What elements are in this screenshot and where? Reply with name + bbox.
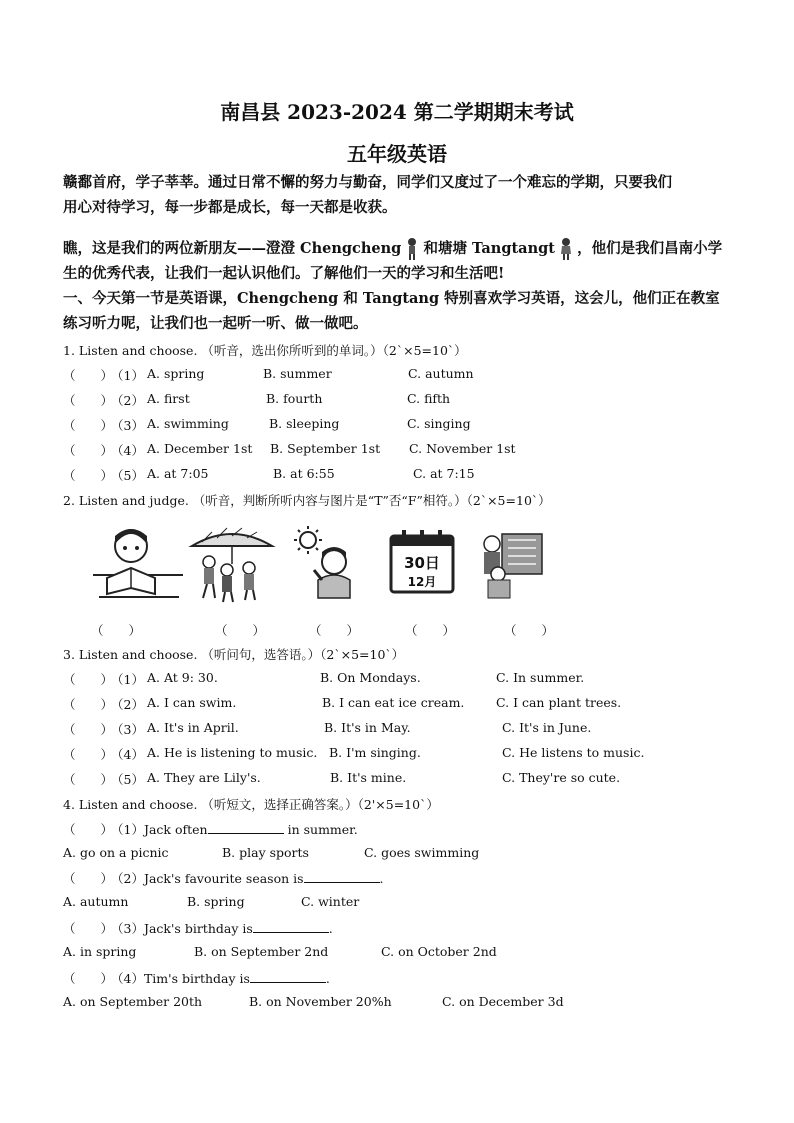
boy-in-sun-illustration — [290, 524, 370, 604]
q3-heading: 3. Listen and choose. （听问句，选答语。）（2`×5=10`） — [63, 647, 405, 662]
q1-5-option-a: A. at 7:05 — [147, 466, 209, 481]
q4-3-question-pre: （3）Jack's birthday is — [111, 921, 253, 936]
q4-1-option-a: A. go on a picnic — [63, 845, 169, 860]
chengcheng-icon — [406, 237, 418, 261]
q4-3-option-b: B. on September 2nd — [194, 944, 329, 959]
q1-3-option-b: B. sleeping — [269, 416, 340, 431]
friends-text-a: 瞧，这是我们的两位新朋友——澄澄 Chengcheng — [63, 240, 402, 257]
answer-paren[interactable]: （ ） — [91, 623, 142, 638]
friends-paragraph — [63, 236, 733, 286]
answer-paren[interactable]: （ ） — [63, 672, 114, 687]
q4-4-option-c: C. on December 3d — [442, 994, 564, 1009]
answer-paren[interactable]: （ ） — [63, 822, 114, 837]
q4-2-option-c: C. winter — [301, 894, 360, 909]
q4-3-option-a: A. in spring — [63, 944, 137, 959]
q4-heading: 4. Listen and choose. （听短文，选择正确答案。）（2'×5=10`） — [63, 797, 439, 812]
q3-2-num: （2） — [111, 697, 144, 712]
q3-2-option-c: C. I can plant trees. — [496, 695, 622, 710]
q3-3-option-a: A. It's in April. — [147, 720, 239, 735]
q4-1-option-b: B. play sports — [222, 845, 309, 860]
q1-4-option-a: A. December 1st — [147, 441, 253, 456]
q3-1-option-b: B. On Mondays. — [320, 670, 421, 685]
q1-1-option-b: B. summer — [263, 366, 332, 381]
answer-paren[interactable]: （ ） — [63, 747, 114, 762]
part-one-line-2: 练习听力呢，让我们也一起听一听、做一做吧。 — [63, 315, 368, 332]
q4-1-question-post: in summer. — [287, 822, 358, 837]
q1-5-num: （5） — [111, 468, 144, 483]
q1-4-num: （4） — [111, 443, 144, 458]
answer-paren[interactable]: （ ） — [405, 623, 456, 638]
answer-paren[interactable]: （ ） — [504, 623, 555, 638]
kids-with-box-illustration — [478, 524, 548, 604]
q4-2-question-pre: （2）Jack's favourite season is — [111, 871, 304, 886]
q4-4-option-a: A. on September 20th — [63, 994, 203, 1009]
q4-4-question — [111, 969, 330, 987]
intro-paragraph — [63, 170, 733, 220]
q3-3-option-b: B. It's in May. — [324, 720, 411, 735]
answer-paren[interactable]: （ ） — [63, 418, 114, 433]
q3-4-option-b: B. I'm singing. — [329, 745, 421, 760]
q4-4-option-b: B. on November 20%h — [249, 994, 392, 1009]
part-one-line-1: 一、今天第一节是英语课，Chengcheng 和 Tangtang 特别喜欢学习英语，这会儿，他们正在教室 — [63, 290, 720, 307]
q4-3-question-post: . — [328, 921, 333, 936]
q1-3-num: （3） — [111, 418, 144, 433]
q1-2-option-b: B. fourth — [266, 391, 323, 406]
q3-1-option-c: C. In summer. — [496, 670, 585, 685]
q3-5-option-a: A. They are Lily's. — [147, 770, 261, 785]
q1-2-option-c: C. fifth — [407, 391, 451, 406]
answer-paren[interactable]: （ ） — [63, 443, 114, 458]
q1-1-num: （1） — [111, 368, 144, 383]
q1-heading: 1. Listen and choose. （听音，选出你所听到的单词。）（2`×5=10`） — [63, 343, 467, 358]
girl-reading-illustration — [93, 524, 183, 604]
q1-5-option-c: C. at 7:15 — [413, 466, 475, 481]
answer-paren[interactable]: （ ） — [63, 772, 114, 787]
q4-4-question-post: . — [325, 971, 330, 986]
q4-3-blank[interactable] — [253, 920, 329, 933]
tangtang-icon — [560, 237, 572, 261]
q1-2-option-a: A. first — [147, 391, 190, 406]
q4-1-option-c: C. goes swimming — [364, 845, 480, 860]
q3-2-option-b: B. I can eat ice cream. — [322, 695, 465, 710]
answer-paren[interactable]: （ ） — [63, 971, 114, 986]
q3-3-option-c: C. It's in June. — [502, 720, 592, 735]
q3-3-num: （3） — [111, 722, 144, 737]
answer-paren[interactable]: （ ） — [215, 623, 266, 638]
answer-paren[interactable]: （ ） — [63, 871, 114, 886]
calendar-day: 30日 — [404, 554, 440, 572]
q3-4-option-c: C. He listens to music. — [502, 745, 645, 760]
q4-3-option-c: C. on October 2nd — [381, 944, 497, 959]
q1-2-num: （2） — [111, 393, 144, 408]
q1-3-option-a: A. swimming — [147, 416, 229, 431]
q1-1-option-c: C. autumn — [408, 366, 474, 381]
answer-paren[interactable]: （ ） — [309, 623, 360, 638]
q4-2-question-post: . — [379, 871, 384, 886]
q4-1-question-pre: （1）Jack often — [111, 822, 208, 837]
intro-line-2: 用心对待学习，每一步都是成长，每一天都是收获。 — [63, 199, 397, 216]
q3-5-num: （5） — [111, 772, 144, 787]
q3-5-option-b: B. It's mine. — [330, 770, 407, 785]
friends-line-1 — [63, 236, 733, 261]
q1-1-option-a: A. spring — [147, 366, 205, 381]
friends-text-b: 和塘塘 Tangtangt — [423, 240, 555, 257]
answer-paren[interactable]: （ ） — [63, 722, 114, 737]
part-one-paragraph — [63, 286, 733, 336]
q3-2-option-a: A. I can swim. — [147, 695, 237, 710]
answer-paren[interactable]: （ ） — [63, 393, 114, 408]
q4-4-question-pre: （4）Tim's birthday is — [111, 971, 250, 986]
answer-paren[interactable]: （ ） — [63, 697, 114, 712]
q3-4-num: （4） — [111, 747, 144, 762]
page-title: 南昌县 2023-2024 第二学期期末考试 — [220, 100, 574, 124]
q4-2-option-b: B. spring — [187, 894, 245, 909]
calendar-illustration — [388, 524, 458, 604]
q4-1-blank[interactable] — [208, 821, 284, 834]
q3-1-num: （1） — [111, 672, 144, 687]
friends-line-2: 生的优秀代表，让我们一起认识他们。了解他们一天的学习和生活吧! — [63, 265, 505, 282]
calendar-month: 12月 — [407, 575, 437, 589]
answer-paren[interactable]: （ ） — [63, 921, 114, 936]
page-subtitle: 五年级英语 — [347, 142, 447, 166]
q4-2-option-a: A. autumn — [63, 894, 129, 909]
q3-5-option-c: C. They're so cute. — [502, 770, 621, 785]
q1-4-option-c: C. November 1st — [409, 441, 516, 456]
q4-2-question — [111, 869, 384, 887]
q3-1-option-a: A. At 9: 30. — [147, 670, 218, 685]
kids-under-umbrella-illustration — [187, 524, 277, 604]
answer-paren[interactable]: （ ） — [63, 468, 114, 483]
q4-3-question — [111, 919, 333, 937]
q1-4-option-b: B. September 1st — [270, 441, 381, 456]
q1-5-option-b: B. at 6:55 — [273, 466, 335, 481]
q4-1-question — [111, 820, 358, 838]
q4-4-blank[interactable] — [250, 970, 326, 983]
q4-2-blank[interactable] — [304, 870, 380, 883]
q3-4-option-a: A. He is listening to music. — [147, 745, 318, 760]
q2-heading: 2. Listen and judge. （听音，判断所听内容与图片是“T”否“F”相符。）（2`×5=10`） — [63, 493, 551, 508]
intro-line-1: 赣鄱首府，学子莘莘。通过日常不懈的努力与勤奋，同学们又度过了一个难忘的学期，只要我们 — [63, 174, 672, 191]
friends-text-c: ，他们是我们昌南小学 — [577, 240, 723, 257]
q1-3-option-c: C. singing — [407, 416, 471, 431]
answer-paren[interactable]: （ ） — [63, 368, 114, 383]
